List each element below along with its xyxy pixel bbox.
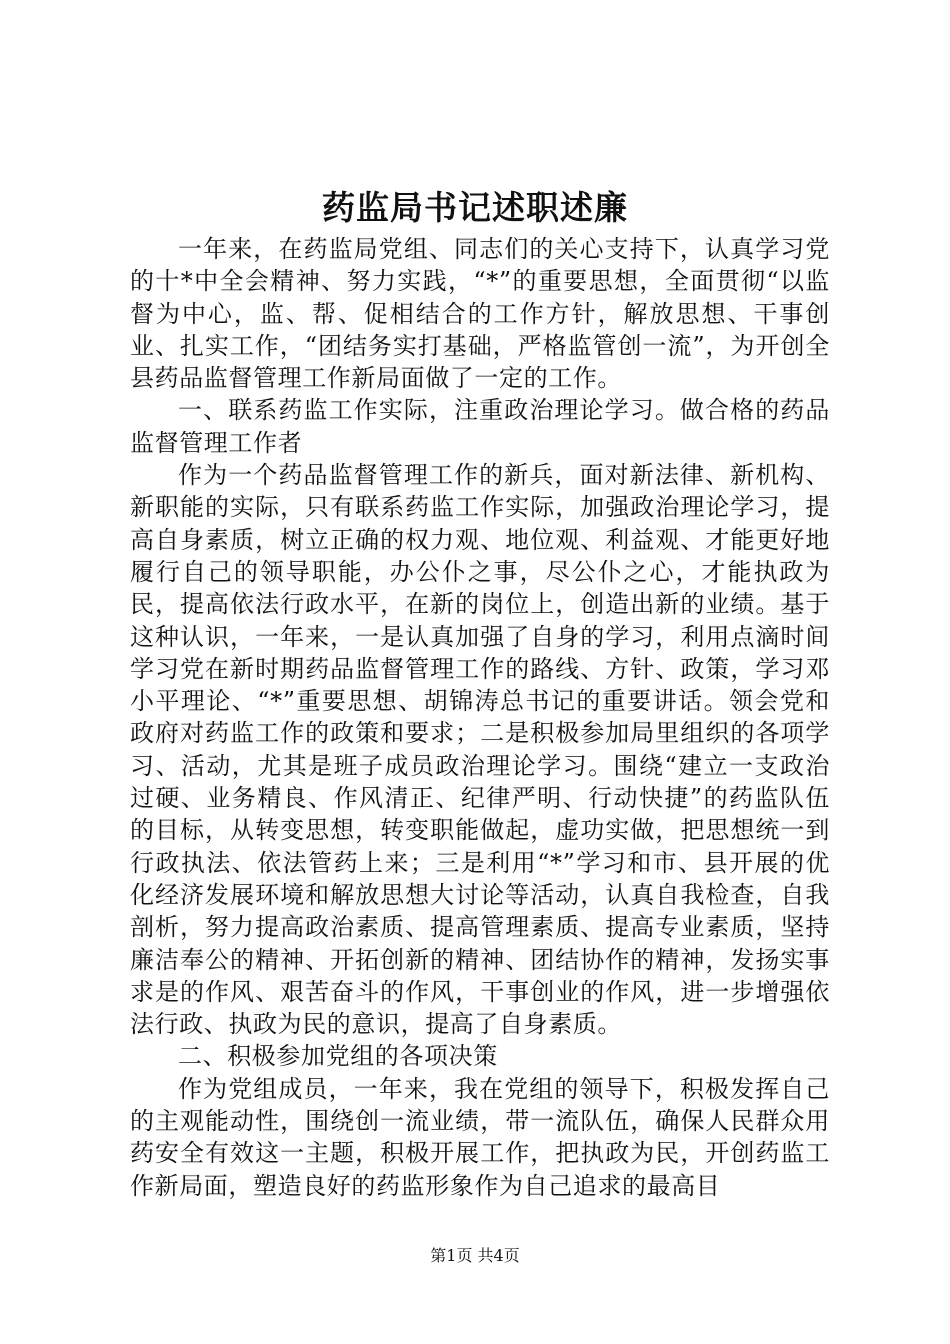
paragraph-section-2: 作为党组成员，一年来，我在党组的领导下，积极发挥自己的主观能动性，围绕创一流业绩，带一流队伍，确保人民群众用药安全有效这一主题，积极开展工作，把执政为民，开创药监工作新局面，塑造良好的药监形象作为自己追求的最高目 [130,1074,830,1200]
section-heading-2: 二、积极参加党组的各项决策 [178,1042,498,1071]
section-heading-1: 一、联系药监工作实际，注重政治理论学习。做合格的药品监督管理工作者 [130,396,830,457]
document-body [130,233,830,1202]
page-footer: 第1页 共4页 [430,1246,520,1265]
paragraph-intro: 一年来，在药监局党组、同志们的关心支持下，认真学习党的十*中全会精神、努力实践，“*”的重要思想，全面贯彻“以监督为中心，监、帮、促相结合的工作方针，解放思想、干事创业、扎实工作，“团结务实打基础，严格监管创一流”，为开创全县药品监督管理工作新局面做了一定的工作。 [130,235,830,393]
paragraph-section-1: 作为一个药品监督管理工作的新兵，面对新法律、新机构、新职能的实际，只有联系药监工作实际，加强政治理论学习，提高自身素质，树立正确的权力观、地位观、利益观、才能更好地履行自己的领导职能，办公仆之事，尽公仆之心，才能执政为民，提高依法行政水平，在新的岗位上，创造出新的业绩。基于这种认识，一年来，一是认真加强了自身的学习，利用点滴时间学习党在新时期药品监督管理工作的路线、方针、政策，学习邓小平理论、“*”重要思想、胡锦涛总书记的重要讲话。领会党和政府对药监工作的政策和要求；二是积极参加局里组织的各项学习、活动，尤其是班子成员政治理论学习。围绕“建立一支政治过硬、业务精良、作风清正、纪律严明、行动快捷”的药监队伍的目标，从转变思想，转变职能做起，虚功实做，把思想统一到行政执法、依法管药上来；三是利用“*”学习和市、县开展的优化经济发展环境和解放思想大讨论等活动，认真自我检查，自我剖析，努力提高政治素质、提高管理素质、提高专业素质，坚持廉洁奉公的精神、开拓创新的精神、团结协作的精神，发扬实事求是的作风、艰苦奋斗的作风，干事创业的作风，进一步增强依法行政、执政为民的意识，提高了自身素质。 [130,461,830,1039]
document-title: 药监局书记述职述廉 [322,188,628,227]
